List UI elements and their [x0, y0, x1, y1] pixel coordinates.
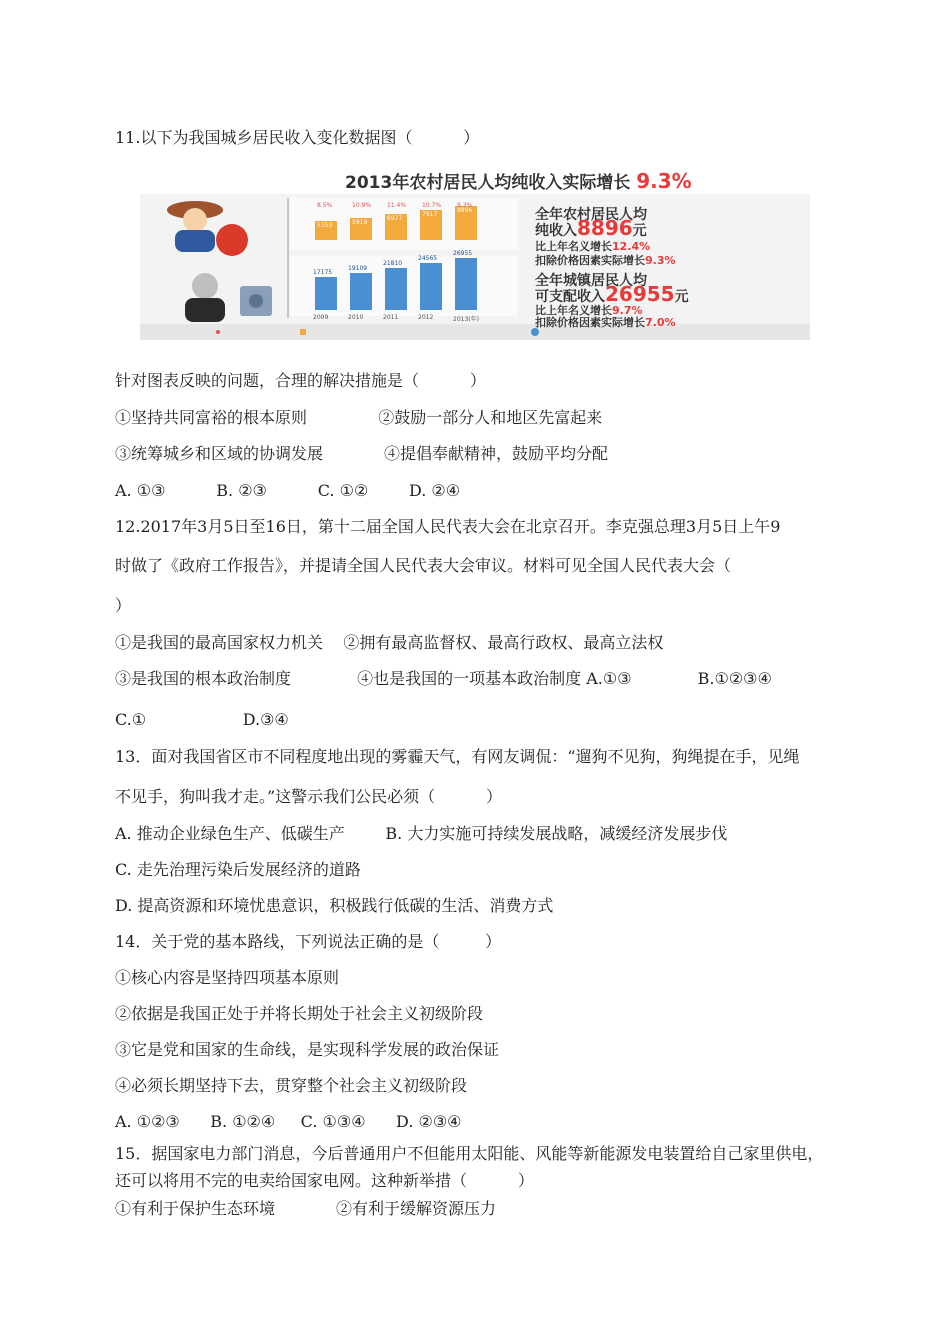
q11-stem: 11.以下为我国城乡居民收入变化数据图（ ）: [115, 128, 480, 147]
money-bag-icon: [216, 224, 248, 256]
q14-option-4: ④必须长期坚持下去，贯穿整个社会主义初级阶段: [115, 1076, 468, 1095]
q15-options-1-2: ①有利于保护生态环境 ②有利于缓解资源压力: [115, 1199, 497, 1218]
income-infographic: [140, 158, 810, 340]
q12-options-3-4-choices: ③是我国的根本政治制度 ④也是我国的一项基本政治制度 A.①③ B.①②③④: [115, 669, 772, 688]
q13-choice-d: D. 提高资源和环境忧患意识，积极践行低碳的生活、消费方式: [115, 896, 554, 915]
urban-income-bar: [455, 258, 477, 310]
year-tick-label: 2009: [313, 314, 329, 321]
q14-option-2: ②依据是我国正处于并将长期处于社会主义初级阶段: [115, 1004, 484, 1023]
q12-stem-1: 12.2017年3月5日至16日，第十二届全国人民代表大会在北京召开。李克强总理3月5日上午9: [115, 517, 781, 536]
farmer-face-icon: [183, 208, 207, 232]
rural-growth-label: 9.3%: [457, 202, 473, 209]
q14-choices: A. ①②③ B. ①②④ C. ①③④ D. ②③④: [115, 1112, 462, 1131]
rural-income-value: 8896: [457, 207, 473, 215]
farmer-body-icon: [175, 230, 215, 252]
rural-growth-label: 10.7%: [422, 202, 442, 209]
year-tick-label: 2010: [348, 314, 364, 321]
rural-summary-line1: 全年农村居民人均: [535, 207, 647, 223]
q12-stem-2: 时做了《政府工作报告》，并提请全国人民代表大会审议。材料可见全国人民代表大会（: [115, 556, 732, 575]
urban-income-bar: [385, 268, 407, 310]
urban-income-bar: [420, 263, 442, 310]
rural-income-value: 7917: [422, 211, 438, 219]
urban-income-value: 26955: [453, 250, 473, 258]
urban-income-bar: [315, 277, 337, 310]
q14-stem: 14．关于党的基本路线，下列说法正确的是（ ）: [115, 932, 502, 951]
year-tick-label: 2012: [418, 314, 434, 321]
rural-income-value: 5919: [352, 218, 368, 226]
urban-income-bar: [350, 273, 372, 310]
q12-stem-3: ）: [115, 596, 132, 615]
year-tick-label: 2013(年): [453, 316, 479, 323]
urban-summary-line3: 比上年名义增长9.7%: [535, 304, 643, 317]
urban-resident-body-icon: [185, 298, 225, 322]
q13-choices-ab: A. 推动企业绿色生产、低碳生产 B. 大力实施可持续发展战略，减缓经济发展步伐: [115, 824, 728, 843]
urban-income-value: 17175: [313, 268, 333, 276]
rural-growth-label: 11.4%: [387, 202, 407, 209]
rural-income-value: 5153: [317, 221, 333, 229]
urban-income-value: 24565: [418, 254, 438, 262]
urban-summary-line1: 全年城镇居民人均: [535, 273, 647, 289]
rural-income-value: 6977: [387, 214, 403, 222]
q15-stem-2: 还可以将用不完的电卖给国家电网。这种新举措（ ）: [115, 1171, 534, 1190]
q13-stem-2: 不见手，狗叫我才走。”这警示我们公民必须（ ）: [115, 787, 503, 806]
q11-options-3-4: ③统筹城乡和区域的协调发展 ④提倡奉献精神，鼓励平均分配: [115, 444, 609, 463]
rural-growth-label: 8.5%: [317, 202, 333, 209]
q11-question: 针对图表反映的问题，合理的解决措施是（ ）: [115, 371, 486, 390]
urban-resident-face-icon: [192, 273, 218, 299]
q13-choice-c: C. 走先治理污染后发展经济的道路: [115, 860, 361, 879]
rural-summary-line3: 比上年名义增长12.4%: [535, 240, 651, 253]
infographic-title: 2013年农村居民人均纯收入实际增长 9.3%: [345, 169, 692, 193]
q11-options-1-2: ①坚持共同富裕的根本原则 ②鼓励一部分人和地区先富起来: [115, 408, 603, 427]
q11-choices: A. ①③ B. ②③ C. ①② D. ②④: [115, 481, 461, 500]
urban-summary-line4: 扣除价格因素实际增长7.0%: [535, 316, 676, 329]
q13-stem-1: 13．面对我国省区市不同程度地出现的雾霾天气，有网友调侃：“遛狗不见狗，狗绳提在手，见绳: [115, 747, 800, 766]
q12-choices-cd: C.① D.③④: [115, 710, 289, 729]
year-tick-label: 2011: [383, 314, 399, 321]
urban-income-value: 19109: [348, 265, 368, 273]
q15-stem-1: 15．据国家电力部门消息，今后普通用户不但能用太阳能、风能等新能源发电装置给自己家里供电，: [115, 1144, 824, 1163]
rural-summary-line2: 纯收入8896元: [535, 216, 647, 240]
urban-summary-line2: 可支配收入26955元: [535, 282, 689, 306]
q14-option-3: ③它是党和国家的生命线，是实现科学发展的政治保证: [115, 1040, 500, 1059]
urban-income-value: 21810: [383, 259, 403, 267]
rural-growth-label: 10.9%: [352, 202, 372, 209]
q12-options-1-2: ①是我国的最高国家权力机关 ②拥有最高监督权、最高行政权、最高立法权: [115, 633, 664, 652]
q14-option-1: ①核心内容是坚持四项基本原则: [115, 968, 340, 987]
rural-summary-line4: 扣除价格因素实际增长9.3%: [535, 254, 676, 267]
